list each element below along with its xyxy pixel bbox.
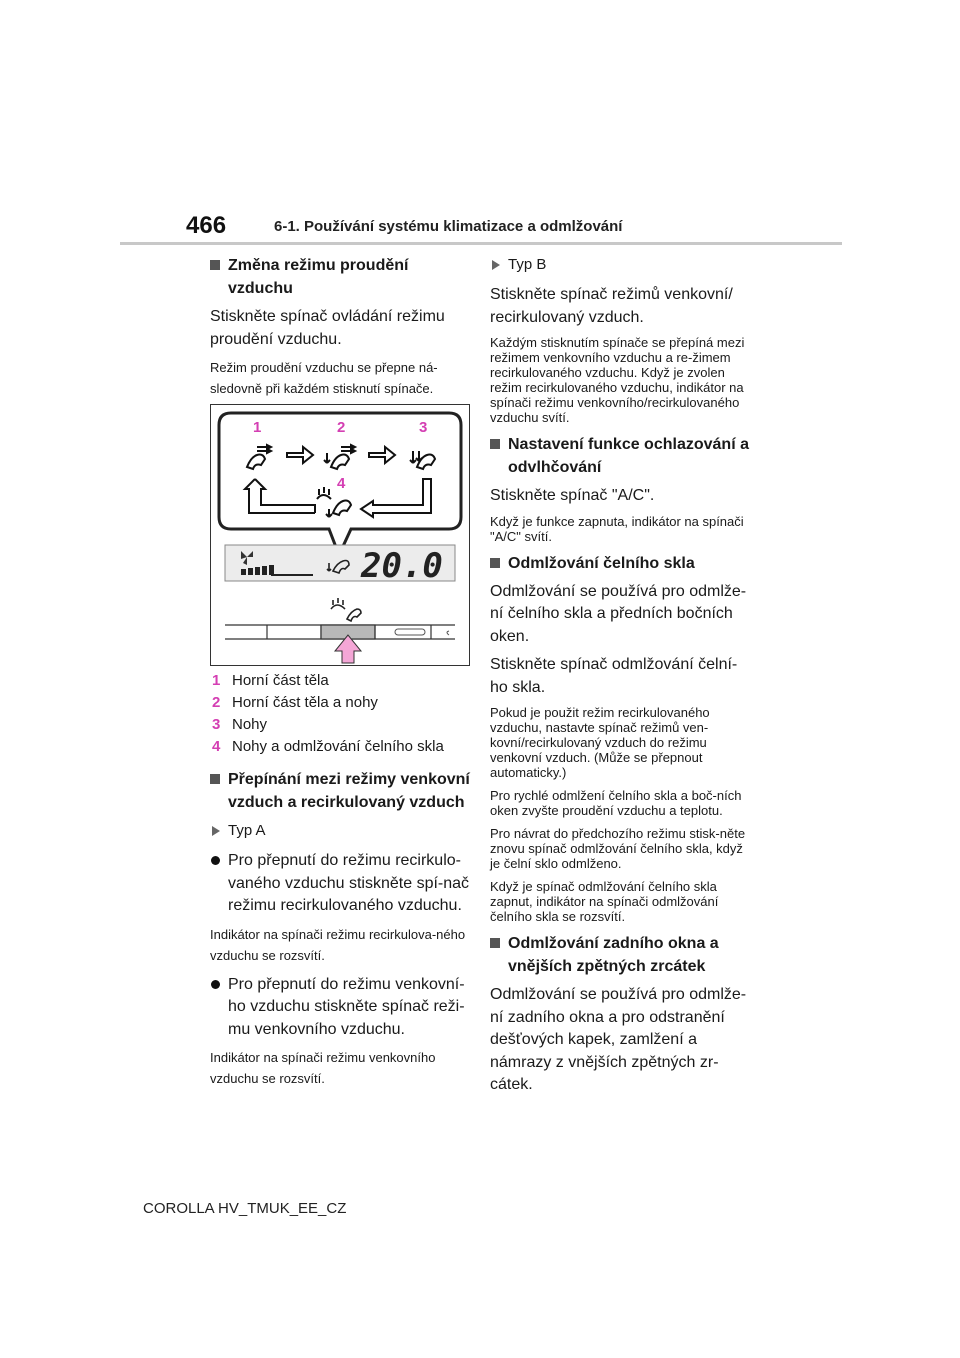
type-b-label: Typ B (490, 254, 750, 276)
type-a-label: Typ A (210, 820, 470, 842)
defrost-mode-label-icon (331, 598, 361, 621)
page-number: 466 (186, 212, 227, 239)
paragraph: Stiskněte spínač odmlžování čelní-ho skla. (490, 656, 738, 696)
heading-ac: Nastavení funkce ochlazování a odvlhčování (490, 433, 750, 479)
heading-airflow-mode: Změna režimu proudění vzduchu (210, 254, 470, 300)
triangle-bullet-icon (492, 260, 500, 270)
legend-item-3: 3 Nohy (212, 716, 268, 733)
footer-code: COROLLA HV_TMUK_EE_CZ (143, 1200, 347, 1217)
heading-rear-defog: Odmlžování zadního okna a vnějších zpětných zrcátek (490, 932, 750, 978)
callout-1: 1 (253, 419, 262, 436)
callout-4: 4 (337, 475, 346, 492)
paragraph: Odmlžování se používá pro odmlže-ní čelního skla a předních bočních oken. (490, 582, 747, 645)
triangle-bullet-icon (212, 826, 220, 836)
heading-windshield-defog: Odmlžování čelního skla (490, 552, 750, 575)
legend-item-1: 1 Horní část těla (212, 672, 329, 689)
airflow-mode-figure (210, 404, 470, 666)
callout-2: 2 (337, 419, 346, 436)
bullet-dot-icon (211, 980, 220, 989)
right-column (490, 254, 750, 1103)
note: Indikátor na spínači režimu recirkulova-ného vzduchu se rozsvítí. (210, 926, 466, 963)
note: Každým stisknutím spínače se přepíná mezi režimem venkovního vzduchu a re-žimem recirkulovaného vzduchu. Když je zvolen režim recirkulovaného vzduchu, indikátor na spínači režimu venkovního/recirkulovaného vzduchu svítí. (490, 335, 745, 425)
heading-outside-recirc: Přepínání mezi režimy venkovní vzduch a recirkulovaný vzduch (210, 768, 470, 814)
left-column-lower (210, 670, 470, 1097)
bullet-recirc: Pro přepnutí do režimu recirkulo-vaného vzduchu stiskněte spí-nač režimu recirkulovaného vzduchu. (210, 850, 470, 918)
note: Pro rychlé odmlžení čelního skla a boč-ních oken zvyšte proudění vzduchu a teplotu. (490, 788, 742, 818)
indicator-slot (395, 629, 425, 635)
paragraph: Stiskněte spínač režimů venkovní/ recirkulovaný vzduch. (490, 286, 733, 326)
bullet-dot-icon (211, 856, 220, 865)
square-bullet-icon (210, 774, 220, 784)
header-rule (120, 242, 842, 245)
callout-3: 3 (419, 419, 428, 436)
paragraph: Stiskněte spínač ovládání režimu proudění vzduchu. (210, 308, 445, 348)
paragraph: Stiskněte spínač "A/C". (490, 487, 655, 504)
note: Když je funkce zapnuta, indikátor na spínači "A/C" svítí. (490, 513, 744, 544)
note: Indikátor na spínači režimu venkovního vzduchu se rozsvítí. (210, 1050, 436, 1086)
bullet-outside: Pro přepnutí do režimu venkovní-ho vzduchu stiskněte spínač reži-mu venkovního vzduchu. (210, 974, 470, 1042)
legend-item-2: 2 Horní část těla a nohy (212, 694, 378, 711)
legend-item-4: 4 Nohy a odmlžování čelního skla (212, 738, 444, 755)
note: Když je spínač odmlžování čelního skla zapnut, indikátor na spínači odmlžování čelního skla se rozsvítí. (490, 879, 719, 924)
section-title: 6-1. Používání systému klimatizace a odmlžování (274, 218, 623, 235)
square-bullet-icon (490, 439, 500, 449)
square-bullet-icon (490, 558, 500, 568)
left-column (210, 254, 470, 407)
square-bullet-icon (210, 260, 220, 270)
paragraph: Odmlžování se používá pro odmlže-ní zadního okna a pro odstranění dešťových kapek, zamlžení a námrazy z vnějších zpětných zr-cátek. (490, 986, 747, 1093)
note: Pokud je použit režim recirkulovaného vzduchu, nastavte spínač režimů ven-kovní/recirkulovaný vzduch do režimu venkovní vzduch. (Může se přepnout automaticky.) (490, 705, 710, 780)
airflow-diagram (211, 405, 469, 665)
note: Pro návrat do předchozího režimu stisk-něte znovu spínač odmlžování čelního skla, když je čelní sklo odmlženo. (490, 826, 746, 871)
temperature-readout: 20.0 (361, 546, 443, 586)
square-bullet-icon (490, 938, 500, 948)
note: Režim proudění vzduchu se přepne ná-sledovně při každém stisknutí spínače. (210, 360, 438, 396)
